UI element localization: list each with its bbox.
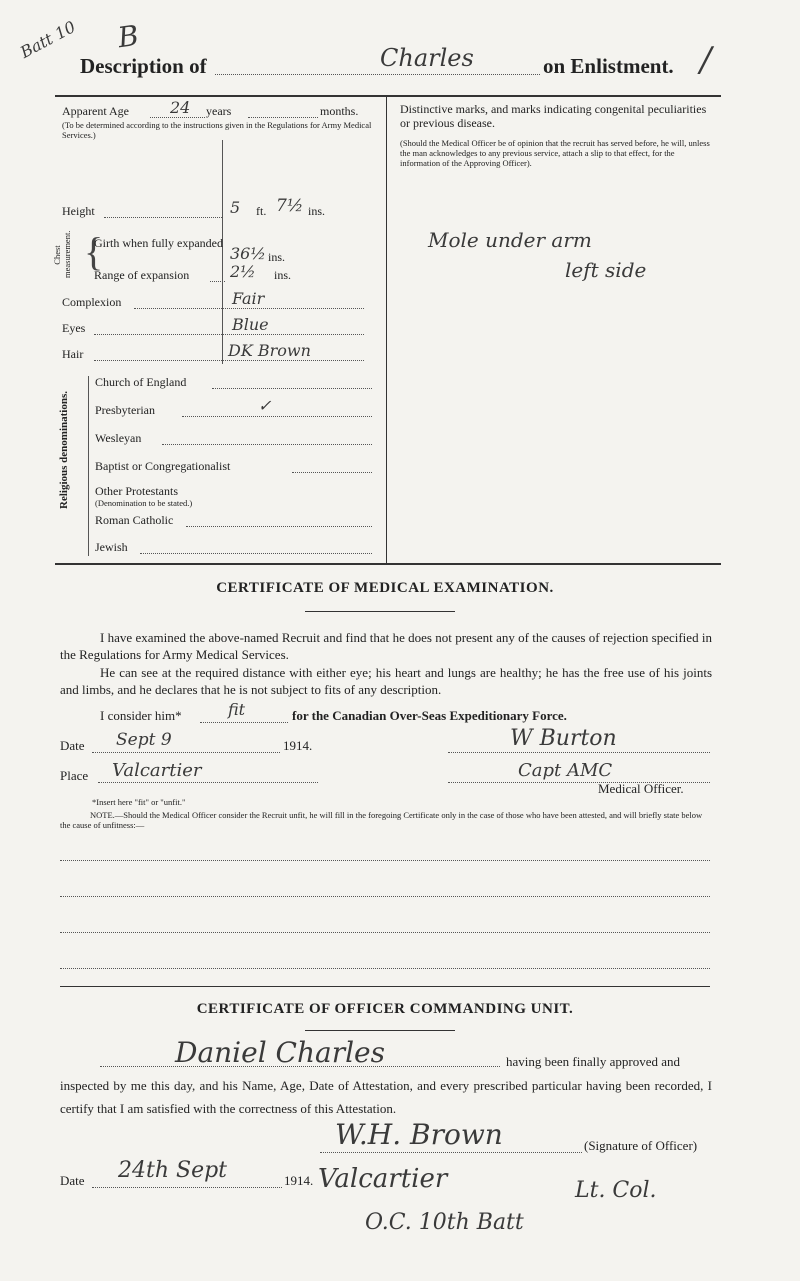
religion-item: Baptist or Congregationalist [95, 459, 231, 473]
chest-brace: { [84, 229, 104, 274]
distinctive-heading: Distinctive marks, and marks indicating congenital peculiarities or previous disease. [400, 102, 707, 130]
distinctive-mark-line1: Mole under arm [428, 228, 592, 252]
complexion-label: Complexion [62, 295, 122, 309]
box-divider [386, 97, 387, 563]
religion-item: Other Protestants [95, 484, 178, 498]
height-label: Height [62, 204, 95, 218]
religion-item: Wesleyan [95, 431, 142, 445]
insert-note: *Insert here "fit" or "unfit." [92, 797, 186, 807]
consider-value: fit [228, 700, 246, 719]
commanding-date-year: 1914. [284, 1173, 314, 1188]
medical-para2: He can see at the required distance with either eye; his heart and lungs are healthy; he has the free use of his joints and limbs, and he declares that he is not subject to fits of any description. [60, 665, 712, 697]
age-value: 24 [170, 98, 191, 117]
commanding-signature: W.H. Brown [335, 1118, 503, 1151]
religion-item: Presbyterian [95, 403, 155, 417]
commanding-name: Daniel Charles [175, 1036, 385, 1069]
value-column-rule [222, 140, 223, 364]
height-ft-value: 5 [230, 198, 241, 217]
months-label: months. [320, 104, 359, 118]
medical-date-value: Sept 9 [116, 730, 172, 750]
girth-unit: ins. [268, 250, 286, 264]
medical-officer-label: Medical Officer. [598, 781, 684, 796]
age-note: (To be determined according to the instructions given in the Regulations for Army Medical Services.) [62, 120, 372, 140]
medical-bottom-rule [60, 986, 710, 987]
header-mark: / [700, 40, 712, 80]
commanding-unit: O.C. 10th Batt [365, 1210, 524, 1235]
age-label: Apparent Age [62, 104, 129, 118]
years-label: years [206, 104, 232, 118]
girth-label: Girth when fully expanded [94, 236, 223, 250]
box-top-rule [55, 95, 721, 97]
medical-title: CERTIFICATE OF MEDICAL EXAMINATION. [216, 580, 554, 596]
range-value: 2½ [230, 262, 256, 281]
header-suffix: on Enlistment. [543, 54, 674, 78]
consider-label: I consider him* [100, 708, 182, 723]
distinctive-note: (Should the Medical Officer be of opinion that the recruit has served before, he will, unless the man acknowledges to any previous service, attach a slip to that effect, for the information of the Approving Officer). [400, 138, 710, 168]
medical-para1: I have examined the above-named Recruit and find that he does not present any of the causes of rejection specified in the Regulations for Army Medical Services. [60, 630, 712, 662]
hair-value: DK Brown [228, 341, 311, 360]
medical-rank: Capt AMC [518, 760, 613, 781]
presbyterian-mark: ✓ [258, 396, 272, 415]
ins-label: ins. [308, 204, 326, 218]
complexion-value: Fair [232, 289, 265, 308]
religion-item: Church of England [95, 375, 187, 389]
medical-signature: W Burton [510, 726, 617, 751]
eyes-value: Blue [232, 315, 269, 334]
religion-item: Roman Catholic [95, 513, 174, 527]
height-in-value: 7½ [276, 196, 304, 216]
commanding-line1-suffix: having been finally approved and [506, 1054, 680, 1069]
commanding-date-value: 24th Sept [118, 1158, 228, 1183]
medical-place-value: Valcartier [112, 760, 202, 781]
header-prefix: Description of [80, 54, 207, 78]
chest-label: Chest measurement. [52, 230, 72, 278]
commanding-para: inspected by me this day, and his Name, Age, Date of Attestation, and every prescribed particular having been recorded, I certify that I am satisfied with the correctness of this Attestation. [60, 1078, 712, 1116]
margin-letter: B [115, 18, 141, 55]
margin-note: Batt 10 [17, 17, 79, 62]
commanding-date-label: Date [60, 1173, 85, 1188]
range-unit: ins. [274, 268, 292, 282]
religion-side-label: Religious denominations. [58, 391, 70, 509]
commanding-rank: Lt. Col. [575, 1178, 657, 1203]
commanding-title-rule [305, 1030, 455, 1031]
range-label: Range of expansion [94, 268, 190, 282]
medical-date-label: Date [60, 738, 85, 753]
medical-title-rule [305, 611, 455, 612]
commanding-place-signature: Valcartier [318, 1164, 448, 1194]
commanding-title: CERTIFICATE OF OFFICER COMMANDING UNIT. [196, 1001, 574, 1017]
hair-label: Hair [62, 347, 84, 361]
religion-item: Jewish [95, 540, 128, 554]
header-name: Charles [380, 44, 474, 72]
consider-suffix: for the Canadian Over-Seas Expeditionary Force. [292, 708, 567, 723]
medical-note: NOTE.—Should the Medical Officer consider the Recruit unfit, he will fill in the foregoing Certificate only in the case of those who have been attested, and will briefly state below the cause of unfitness:— [60, 810, 703, 830]
medical-place-label: Place [60, 768, 89, 783]
other-note: (Denomination to be stated.) [95, 498, 193, 508]
medical-date-year: 1914. [283, 738, 313, 753]
commanding-signature-label: (Signature of Officer) [584, 1138, 698, 1153]
religion-rule [88, 376, 89, 556]
distinctive-mark-line2: left side [565, 258, 647, 282]
eyes-label: Eyes [62, 321, 86, 335]
girth-value: 36½ [230, 244, 266, 263]
ft-label: ft. [256, 204, 267, 218]
box-bottom-rule [55, 563, 721, 565]
